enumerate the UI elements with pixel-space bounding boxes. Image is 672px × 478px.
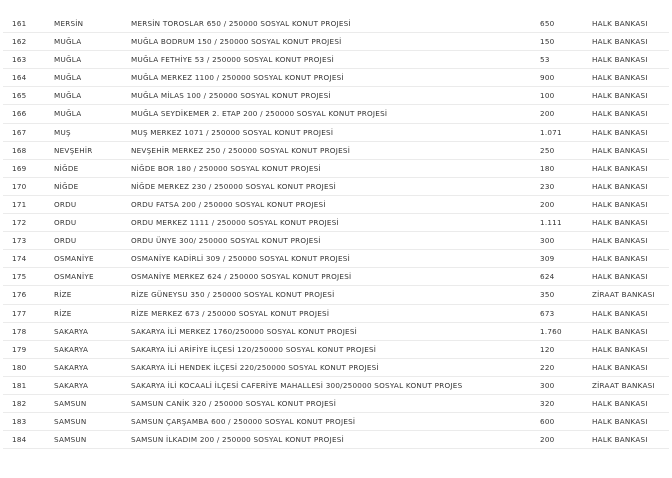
row-number-cell: 181 (12, 380, 27, 390)
bank-cell: HALK BANKASI (592, 55, 648, 65)
table-row (3, 15, 669, 33)
project-name-cell: MUĞLA MİLAS 100 / 250000 SOSYAL KONUT PROJESİ (131, 91, 331, 101)
table-row (3, 413, 669, 431)
housing-count-cell: 320 (540, 398, 555, 408)
row-number-cell: 164 (12, 73, 27, 83)
project-name-cell: SAKARYA İLİ KOCAALİ İLÇESİ CAFERİYE MAHALLESİ 300/250000 SOSYAL KONUT PROJES (131, 380, 463, 390)
project-name-cell: MUĞLA MERKEZ 1100 / 250000 SOSYAL KONUT PROJESİ (131, 73, 344, 83)
row-number-cell: 177 (12, 308, 27, 318)
city-cell: MUĞLA (54, 55, 82, 65)
bank-cell: HALK BANKASI (592, 236, 648, 246)
project-name-cell: SAKARYA İLİ HENDEK İLÇESİ 220/250000 SOSYAL KONUT PROJESİ (131, 362, 379, 372)
project-name-cell: SAMSUN İLKADIM 200 / 250000 SOSYAL KONUT PROJESİ (131, 435, 344, 445)
city-cell: MUĞLA (54, 73, 82, 83)
housing-count-cell: 300 (540, 380, 555, 390)
city-cell: SAMSUN (54, 435, 87, 445)
table-row (3, 160, 669, 178)
bank-cell: HALK BANKASI (592, 218, 648, 228)
row-number-cell: 171 (12, 199, 27, 209)
housing-count-cell: 900 (540, 73, 555, 83)
project-name-cell: OSMANİYE KADİRLİ 309 / 250000 SOSYAL KONUT PROJESİ (131, 254, 350, 264)
housing-count-cell: 200 (540, 109, 555, 119)
table-row (3, 431, 669, 449)
city-cell: SAKARYA (54, 362, 89, 372)
housing-count-cell: 220 (540, 362, 555, 372)
row-number-cell: 175 (12, 272, 27, 282)
city-cell: SAKARYA (54, 344, 89, 354)
project-name-cell: NİĞDE BOR 180 / 250000 SOSYAL KONUT PROJESİ (131, 163, 321, 173)
housing-count-cell: 1.071 (540, 127, 562, 137)
row-number-cell: 162 (12, 37, 27, 47)
project-name-cell: SAKARYA İLİ ARİFİYE İLÇESİ 120/250000 SOSYAL KONUT PROJESİ (131, 344, 377, 354)
city-cell: SAMSUN (54, 398, 87, 408)
city-cell: SAKARYA (54, 380, 89, 390)
row-number-cell: 161 (12, 19, 27, 28)
city-cell: MUĞLA (54, 37, 82, 47)
bank-cell: HALK BANKASI (592, 181, 648, 191)
table-row (3, 377, 669, 395)
housing-count-cell: 309 (540, 254, 555, 264)
city-cell: SAMSUN (54, 417, 87, 427)
table-row (3, 178, 669, 196)
housing-projects-table (3, 15, 669, 449)
row-number-cell: 163 (12, 55, 27, 65)
bank-cell: HALK BANKASI (592, 272, 648, 282)
project-name-cell: RİZE GÜNEYSU 350 / 250000 SOSYAL KONUT PROJESİ (131, 290, 335, 300)
housing-count-cell: 624 (540, 272, 555, 282)
housing-count-cell: 200 (540, 435, 555, 445)
table-row (3, 286, 669, 304)
bank-cell: HALK BANKASI (592, 344, 648, 354)
city-cell: NEVŞEHİR (54, 145, 93, 155)
housing-count-cell: 673 (540, 308, 555, 318)
housing-count-cell: 300 (540, 236, 555, 246)
bank-cell: ZİRAAT BANKASI (592, 290, 655, 300)
table-row (3, 250, 669, 268)
bank-cell: HALK BANKASI (592, 417, 648, 427)
housing-count-cell: 1.760 (540, 326, 562, 336)
housing-count-cell: 230 (540, 181, 555, 191)
table-row (3, 323, 669, 341)
bank-cell: HALK BANKASI (592, 163, 648, 173)
city-cell: ORDU (54, 236, 77, 246)
city-cell: ORDU (54, 199, 77, 209)
table-row (3, 232, 669, 250)
city-cell: SAKARYA (54, 326, 89, 336)
row-number-cell: 184 (12, 435, 27, 445)
housing-count-cell: 53 (540, 55, 550, 65)
project-name-cell: ORDU FATSA 200 / 250000 SOSYAL KONUT PROJESİ (131, 199, 326, 209)
city-cell: ORDU (54, 218, 77, 228)
row-number-cell: 165 (12, 91, 27, 101)
row-number-cell: 174 (12, 254, 27, 264)
table-row (3, 268, 669, 286)
project-name-cell: RİZE MERKEZ 673 / 250000 SOSYAL KONUT PROJESİ (131, 308, 330, 318)
row-number-cell: 180 (12, 362, 27, 372)
bank-cell: HALK BANKASI (592, 435, 648, 445)
row-number-cell: 182 (12, 398, 27, 408)
bank-cell: HALK BANKASI (592, 73, 648, 83)
project-name-cell: ORDU ÜNYE 300/ 250000 SOSYAL KONUT PROJESİ (131, 236, 321, 246)
row-number-cell: 172 (12, 218, 27, 228)
bank-cell: HALK BANKASI (592, 199, 648, 209)
city-cell: OSMANİYE (54, 272, 94, 282)
row-number-cell: 178 (12, 326, 27, 336)
table-row (3, 395, 669, 413)
project-name-cell: NEVŞEHİR MERKEZ 250 / 250000 SOSYAL KONUT PROJESİ (131, 145, 351, 155)
table-row (3, 87, 669, 105)
housing-count-cell: 120 (540, 344, 555, 354)
project-name-cell: MERSİN TOROSLAR 650 / 250000 SOSYAL KONUT PROJESİ (131, 19, 351, 28)
bank-cell: HALK BANKASI (592, 91, 648, 101)
city-cell: MUĞLA (54, 109, 82, 119)
city-cell: MUŞ (54, 127, 71, 137)
housing-count-cell: 650 (540, 19, 555, 28)
row-number-cell: 173 (12, 236, 27, 246)
table-row (3, 341, 669, 359)
housing-count-cell: 600 (540, 417, 555, 427)
housing-count-cell: 350 (540, 290, 555, 300)
bank-cell: HALK BANKASI (592, 308, 648, 318)
city-cell: NİĞDE (54, 181, 79, 191)
housing-count-cell: 150 (540, 37, 555, 47)
bank-cell: HALK BANKASI (592, 127, 648, 137)
project-name-cell: SAMSUN ÇARŞAMBA 600 / 250000 SOSYAL KONUT PROJESİ (131, 417, 356, 427)
table-row (3, 305, 669, 323)
row-number-cell: 166 (12, 109, 27, 119)
housing-count-cell: 250 (540, 145, 555, 155)
housing-count-cell: 1.111 (540, 218, 562, 228)
city-cell: NİĞDE (54, 163, 79, 173)
city-cell: OSMANİYE (54, 254, 94, 264)
table-row (3, 359, 669, 377)
project-name-cell: MUĞLA BODRUM 150 / 250000 SOSYAL KONUT PROJESİ (131, 37, 342, 47)
table-row (3, 142, 669, 160)
housing-count-cell: 200 (540, 199, 555, 209)
project-name-cell: NİĞDE MERKEZ 230 / 250000 SOSYAL KONUT PROJESİ (131, 181, 336, 191)
bank-cell: HALK BANKASI (592, 145, 648, 155)
project-name-cell: MUŞ MERKEZ 1071 / 250000 SOSYAL KONUT PROJESİ (131, 127, 334, 137)
row-number-cell: 176 (12, 290, 27, 300)
project-name-cell: MUĞLA FETHİYE 53 / 250000 SOSYAL KONUT PROJESİ (131, 55, 335, 65)
project-name-cell: MUĞLA SEYDİKEMER 2. ETAP 200 / 250000 SOSYAL KONUT PROJESİ (131, 109, 388, 119)
bank-cell: ZİRAAT BANKASI (592, 380, 655, 390)
housing-count-cell: 180 (540, 163, 555, 173)
bank-cell: HALK BANKASI (592, 398, 648, 408)
table-row (3, 69, 669, 87)
bank-cell: HALK BANKASI (592, 254, 648, 264)
table-row (3, 214, 669, 232)
bank-cell: HALK BANKASI (592, 37, 648, 47)
row-number-cell: 167 (12, 127, 27, 137)
city-cell: RİZE (54, 308, 72, 318)
project-name-cell: ORDU MERKEZ 1111 / 250000 SOSYAL KONUT PROJESİ (131, 218, 339, 228)
table-row (3, 51, 669, 69)
row-number-cell: 170 (12, 181, 27, 191)
table-row (3, 105, 669, 123)
table-row (3, 196, 669, 214)
bank-cell: HALK BANKASI (592, 19, 648, 28)
project-name-cell: SAKARYA İLİ MERKEZ 1760/250000 SOSYAL KONUT PROJESİ (131, 326, 358, 336)
project-name-cell: SAMSUN CANİK 320 / 250000 SOSYAL KONUT PROJESİ (131, 398, 337, 408)
city-cell: MUĞLA (54, 91, 82, 101)
bank-cell: HALK BANKASI (592, 326, 648, 336)
project-name-cell: OSMANİYE MERKEZ 624 / 250000 SOSYAL KONUT PROJESİ (131, 272, 352, 282)
row-number-cell: 179 (12, 344, 27, 354)
city-cell: MERSİN (54, 19, 84, 28)
bank-cell: HALK BANKASI (592, 109, 648, 119)
row-number-cell: 168 (12, 145, 27, 155)
table-row (3, 124, 669, 142)
bank-cell: HALK BANKASI (592, 362, 648, 372)
row-number-cell: 169 (12, 163, 27, 173)
housing-count-cell: 100 (540, 91, 555, 101)
city-cell: RİZE (54, 290, 72, 300)
row-number-cell: 183 (12, 417, 27, 427)
table-row (3, 33, 669, 51)
